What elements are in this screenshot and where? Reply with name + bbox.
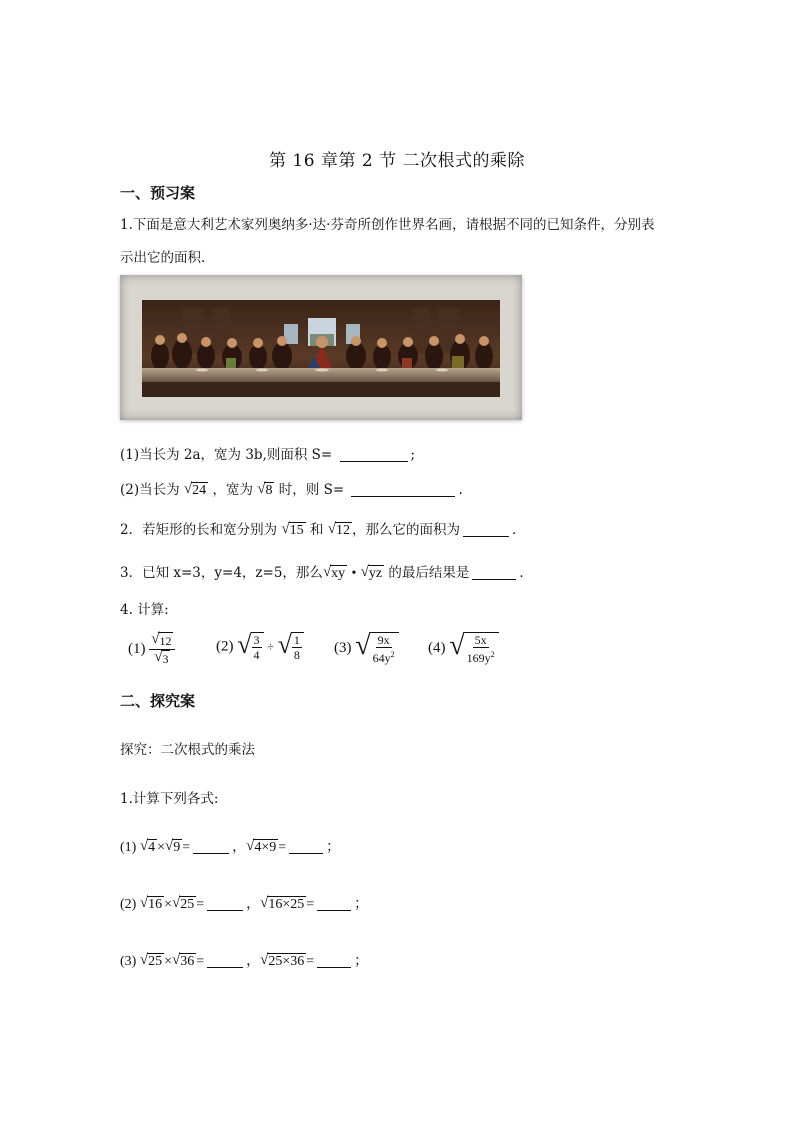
question-1b-mid2: 时，则 S=	[278, 482, 345, 498]
question-2	[120, 518, 525, 539]
sqrt-xy: √ xy	[322, 564, 346, 581]
divide-operator: ÷	[267, 639, 274, 654]
calc-row-2: (2) √ 16 × √ 25 = ， √ 16×25 = ；	[120, 895, 369, 913]
question-1b-text: (2)当长为	[120, 482, 180, 498]
painting-frame	[120, 275, 522, 420]
answer-blank-calc-2b[interactable]	[317, 896, 351, 911]
question-1b-suffix: .	[458, 482, 463, 498]
last-supper-painting	[142, 300, 500, 397]
question-1-line-2: 示出它的面积.	[120, 250, 206, 266]
sqrt-yz: √ yz	[360, 564, 383, 581]
q4-item-4-rad: √ $\frac{5x}{169y^2}$	[449, 632, 498, 665]
answer-blank-2[interactable]	[463, 522, 509, 537]
question-2-suffix: ．	[511, 522, 526, 538]
question-1b	[120, 478, 463, 499]
q4-item-4	[428, 632, 499, 665]
question-3	[120, 561, 533, 582]
answer-blank-1b[interactable]	[351, 482, 455, 497]
q4-item-3-label: (3)	[334, 640, 352, 656]
q4-item-2-rad2: √ $\frac{1}{8}$	[278, 632, 304, 662]
calc-row-3: (3) √ 25 × √ 36 = ， √ 25×36 = ；	[120, 952, 369, 970]
question-3-suffix: ．	[519, 565, 533, 581]
q4-item-1	[128, 632, 175, 667]
question-3-text: 3．已知 x=3，y=4，z=5，那么	[120, 565, 323, 581]
question-1a	[120, 443, 415, 463]
q4-item-2-label: (2)	[216, 638, 234, 655]
answer-blank-calc-3b[interactable]	[317, 953, 351, 968]
answer-blank-calc-2a[interactable]	[207, 896, 243, 911]
sqrt-15: √ 15	[281, 521, 304, 538]
answer-blank-calc-1a[interactable]	[193, 839, 229, 854]
question-1a-text: (1)当长为 2a，宽为 3b,则面积 S=	[120, 447, 333, 463]
question-3-mid: 的最后结果是	[388, 565, 470, 581]
answer-blank-3[interactable]	[472, 565, 516, 580]
section-heading-explore: 二、探究案	[120, 692, 196, 710]
calc-row-1-label: (1)	[120, 840, 137, 855]
question-1a-suffix: ;	[410, 447, 416, 463]
question-1b-mid: ，宽为	[212, 482, 253, 498]
q4-item-4-label: (4)	[428, 640, 446, 656]
q4-item-1-fraction: √ 12 √ 3	[149, 632, 175, 667]
calc-row-3-label: (3)	[120, 954, 137, 969]
question-2-mid: 和	[309, 522, 324, 538]
question-1-line-1: 1.下面是意大利艺术家列奥纳多·达·芬奇所创作世界名画，请根据不同的已知条件，分别表	[120, 217, 655, 233]
answer-blank-1a[interactable]	[340, 447, 408, 462]
q4-item-2-rad1: √ $\frac{3}{4}$	[237, 632, 263, 662]
dot-operator: •	[351, 566, 357, 581]
calc-row-1: (1) √ 4 × √ 9 = ， √ 4×9 = ；	[120, 838, 341, 856]
answer-blank-calc-1b[interactable]	[289, 839, 323, 854]
question-2-text: 2．若矩形的长和宽分别为	[120, 522, 278, 538]
sqrt-12: √ 12	[327, 521, 350, 538]
answer-blank-calc-3a[interactable]	[207, 953, 243, 968]
q4-item-3	[334, 632, 399, 665]
page-title: 第 16 章第 2 节 二次根式的乘除	[269, 151, 525, 171]
question-2-mid2: ，那么它的面积为	[351, 522, 460, 538]
calc-row-2-label: (2)	[120, 897, 137, 912]
q4-item-1-label: (1)	[128, 641, 146, 657]
section-heading-preview: 一、预习案	[120, 184, 196, 202]
question-4-label: 4. 计算:	[120, 602, 169, 618]
q4-item-3-rad: √ $\frac{9x}{64y^2}$	[355, 632, 398, 665]
sqrt-8: √ 8	[257, 481, 273, 498]
sqrt-24: √ 24	[183, 481, 207, 498]
calc-label: 1.计算下列各式:	[120, 791, 219, 807]
q4-item-2	[216, 632, 304, 662]
explore-topic: 探究：二次根式的乘法	[120, 742, 255, 758]
